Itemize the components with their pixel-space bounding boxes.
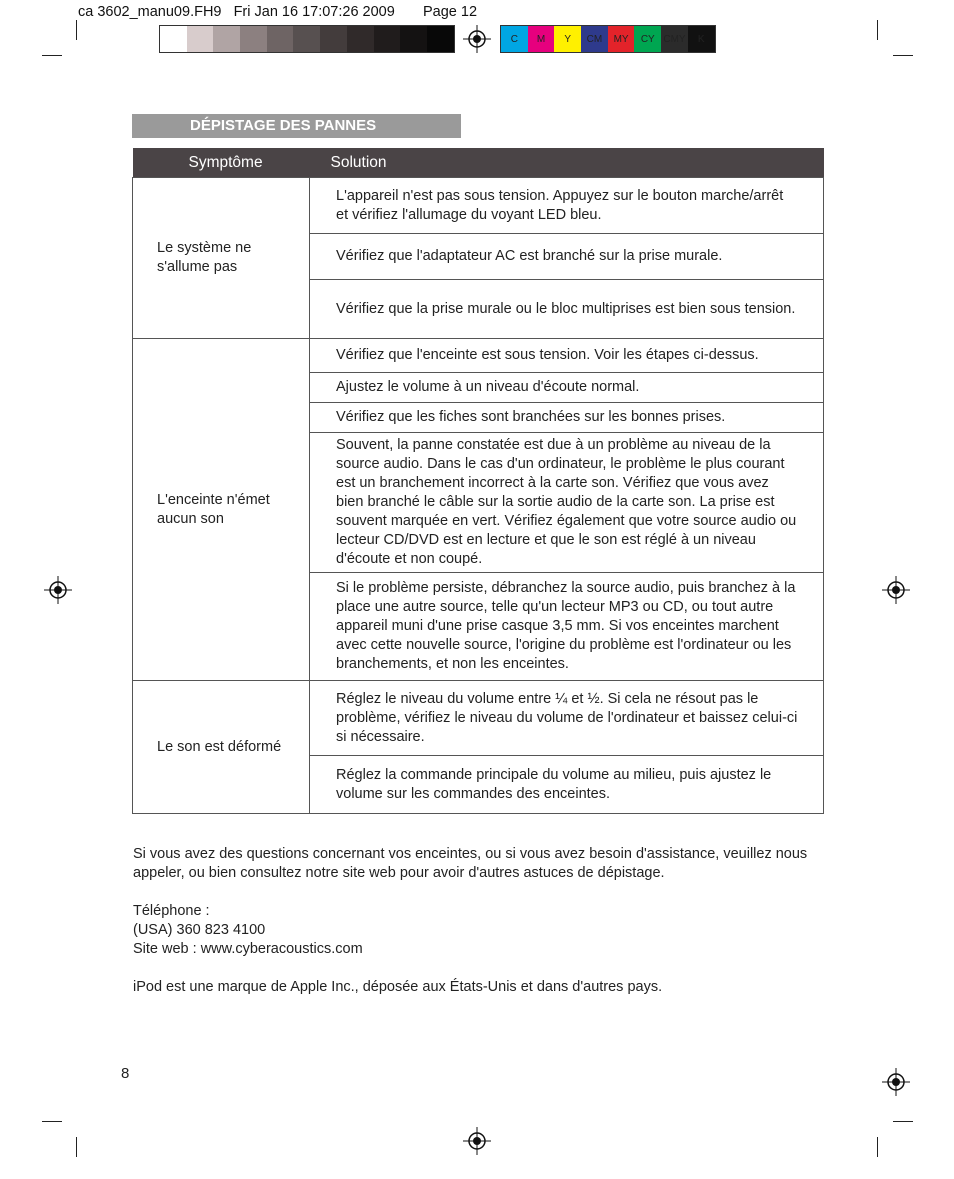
symptom-column-header: Symptôme [133,148,310,178]
color-swatch: K [688,26,715,52]
registration-mark-icon [882,1068,910,1096]
section-title: DÉPISTAGE DES PANNES [132,114,461,138]
crop-mark [42,55,62,56]
grayscale-calibration-bar [159,25,455,53]
solution-cell: Ajustez le volume à un niveau d'écoute normal. [310,373,824,403]
page-number: 8 [121,1065,130,1082]
solution-cell: Réglez la commande principale du volume au milieu, puis ajustez le volume sur les commandes des enceintes. [310,756,824,814]
gray-swatch [267,26,294,52]
table-row [133,339,824,373]
solution-column-header: Solution [310,148,824,178]
color-swatch: M [528,26,555,52]
gray-swatch [320,26,347,52]
phone-number: (USA) 360 823 4100 [133,922,266,938]
gray-swatch [240,26,267,52]
color-swatch: MY [608,26,635,52]
crop-mark [893,1121,913,1122]
crop-mark [42,1121,62,1122]
contact-section [133,845,833,997]
color-calibration-bar [500,25,716,53]
registration-mark-icon [463,1127,491,1155]
color-swatch: C [501,26,528,52]
gray-swatch [293,26,320,52]
gray-swatch [160,26,187,52]
solution-cell: Vérifiez que l'adaptateur AC est branché sur la prise murale. [310,234,824,280]
phone-label: Téléphone : [133,903,210,919]
crop-mark [893,55,913,56]
table-row [133,178,824,234]
color-swatch: CY [634,26,661,52]
symptom-cell: Le système ne s'allume pas [133,178,310,339]
gray-swatch [427,26,454,52]
contact-paragraph: Si vous avez des questions concernant vos enceintes, ou si vous avez besoin d'assistance, veuillez nous appeler, ou bien consultez notre site web pour avoir d'autres astuces de dépistage. [133,846,808,881]
website-text: Site web : www.cyberacoustics.com [133,941,363,957]
gray-swatch [187,26,214,52]
crop-mark [877,1137,878,1157]
solution-cell: L'appareil n'est pas sous tension. Appuyez sur le bouton marche/arrêt et vérifiez l'allumage du voyant LED bleu. [310,178,824,234]
table-row [133,681,824,756]
solution-cell: Vérifiez que les fiches sont branchées sur les bonnes prises. [310,403,824,433]
solution-cell: Vérifiez que l'enceinte est sous tension. Voir les étapes ci-dessus. [310,339,824,373]
trademark-notice: iPod est une marque de Apple Inc., déposée aux États-Unis et dans d'autres pays. [133,979,663,995]
color-swatch: Y [554,26,581,52]
registration-mark-icon [463,25,491,53]
gray-swatch [347,26,374,52]
crop-mark [76,20,77,40]
color-swatch: CM [581,26,608,52]
registration-mark-icon [882,576,910,604]
crop-mark [877,20,878,40]
symptom-cell: Le son est déformé [133,681,310,814]
gray-swatch [374,26,401,52]
color-swatch: CMY [661,26,688,52]
table-header-row [133,148,824,178]
print-slug-header: ca 3602_manu09.FH9 Fri Jan 16 17:07:26 2009 Page 12 [78,4,478,20]
gray-swatch [400,26,427,52]
solution-cell: Réglez le niveau du volume entre ¼ et ½. Si cela ne résout pas le problème, vérifiez le niveau du volume de l'ordinateur et baissez celui-ci si nécessaire. [310,681,824,756]
solution-cell: Si le problème persiste, débranchez la source audio, puis branchez à la place une autre source, telle qu'un lecteur MP3 ou CD, ou tout autre appareil muni d'une prise casque 3,5 mm. Si vos enceintes marchent avec cette nouvelle source, l'origine du problème est l'ordinateur ou les branchements, et non les enceintes. [310,573,824,681]
solution-cell: Souvent, la panne constatée est due à un problème au niveau de la source audio. Dans le cas d'un ordinateur, le problème le plus courant est un branchement incorrect à la carte son. Vérifiez que vous avez bien branché le câble sur la sortie audio de la carte son. La prise est souvent marquée en vert. Vérifiez également que votre source audio ou lecteur CD/DVD est en lecture et que le son est réglé à un niveau d'écoute et non coupé. [310,433,824,573]
solution-cell: Vérifiez que la prise murale ou le bloc multiprises est bien sous tension. [310,280,824,339]
troubleshooting-table [132,148,824,814]
registration-mark-icon [44,576,72,604]
crop-mark [76,1137,77,1157]
gray-swatch [213,26,240,52]
symptom-cell: L'enceinte n'émet aucun son [133,339,310,681]
